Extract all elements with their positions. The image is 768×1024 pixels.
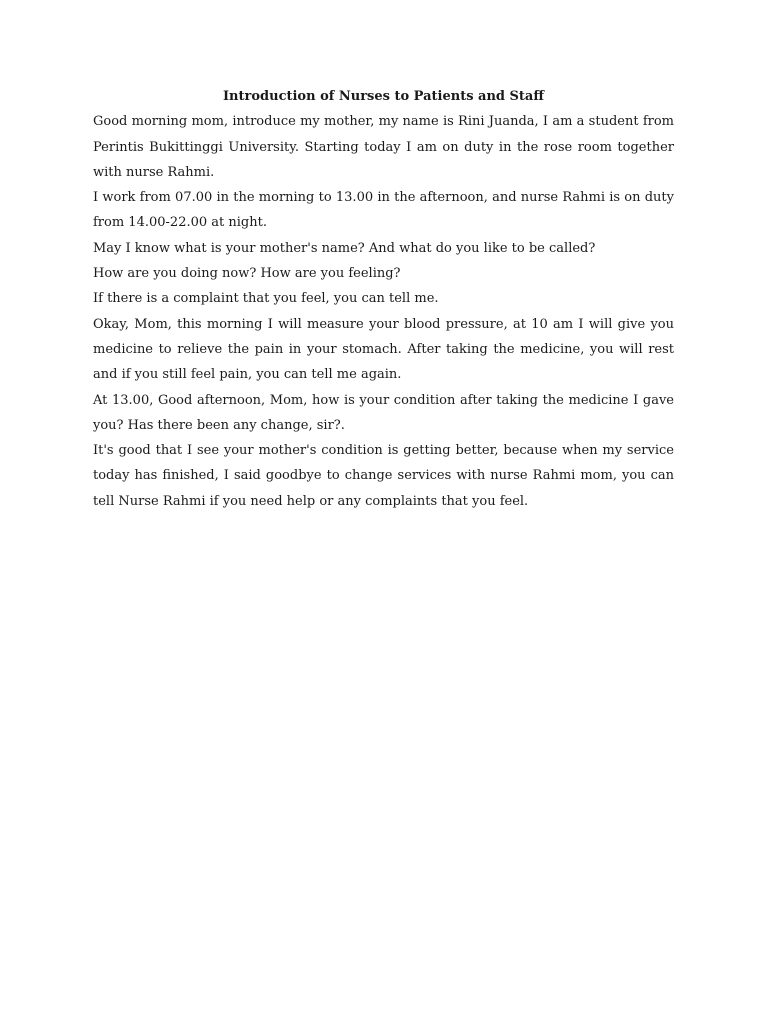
paragraph-greeting: Good morning mom, introduce my mother, my name is Rini Juanda, I am a student from Perintis Bukittinggi University. Starting today I am on duty in the rose room together with nurse Rahmi. — [93, 114, 674, 180]
paragraph-complaint: If there is a complaint that you feel, you can tell me. — [93, 291, 439, 307]
paragraph-afternoon-check: At 13.00, Good afternoon, Mom, how is your condition after taking the medicine I gave you? Has there been any change, sir?. — [93, 392, 674, 433]
document-title: Introduction of Nurses to Patients and Staff — [222, 89, 545, 104]
paragraph-handover: It's good that I see your mother's condition is getting better, because when my service today has finished, I said goodbye to change services with nurse Rahmi mom, you can tell Nurse Rahmi if you need help or any complaints that you feel. — [93, 443, 674, 509]
paragraph-name-question: May I know what is your mother's name? And what do you like to be called? — [93, 240, 596, 256]
document-page — [93, 84, 674, 514]
paragraph-feeling-question: How are you doing now? How are you feeling? — [93, 266, 401, 282]
paragraph-schedule: I work from 07.00 in the morning to 13.00 in the afternoon, and nurse Rahmi is on duty from 14.00-22.00 at night. — [93, 190, 674, 231]
paragraph-treatment-plan: Okay, Mom, this morning I will measure your blood pressure, at 10 am I will give you medicine to relieve the pain in your stomach. After taking the medicine, you will rest and if you still feel pain, you can tell me again. — [93, 316, 674, 383]
